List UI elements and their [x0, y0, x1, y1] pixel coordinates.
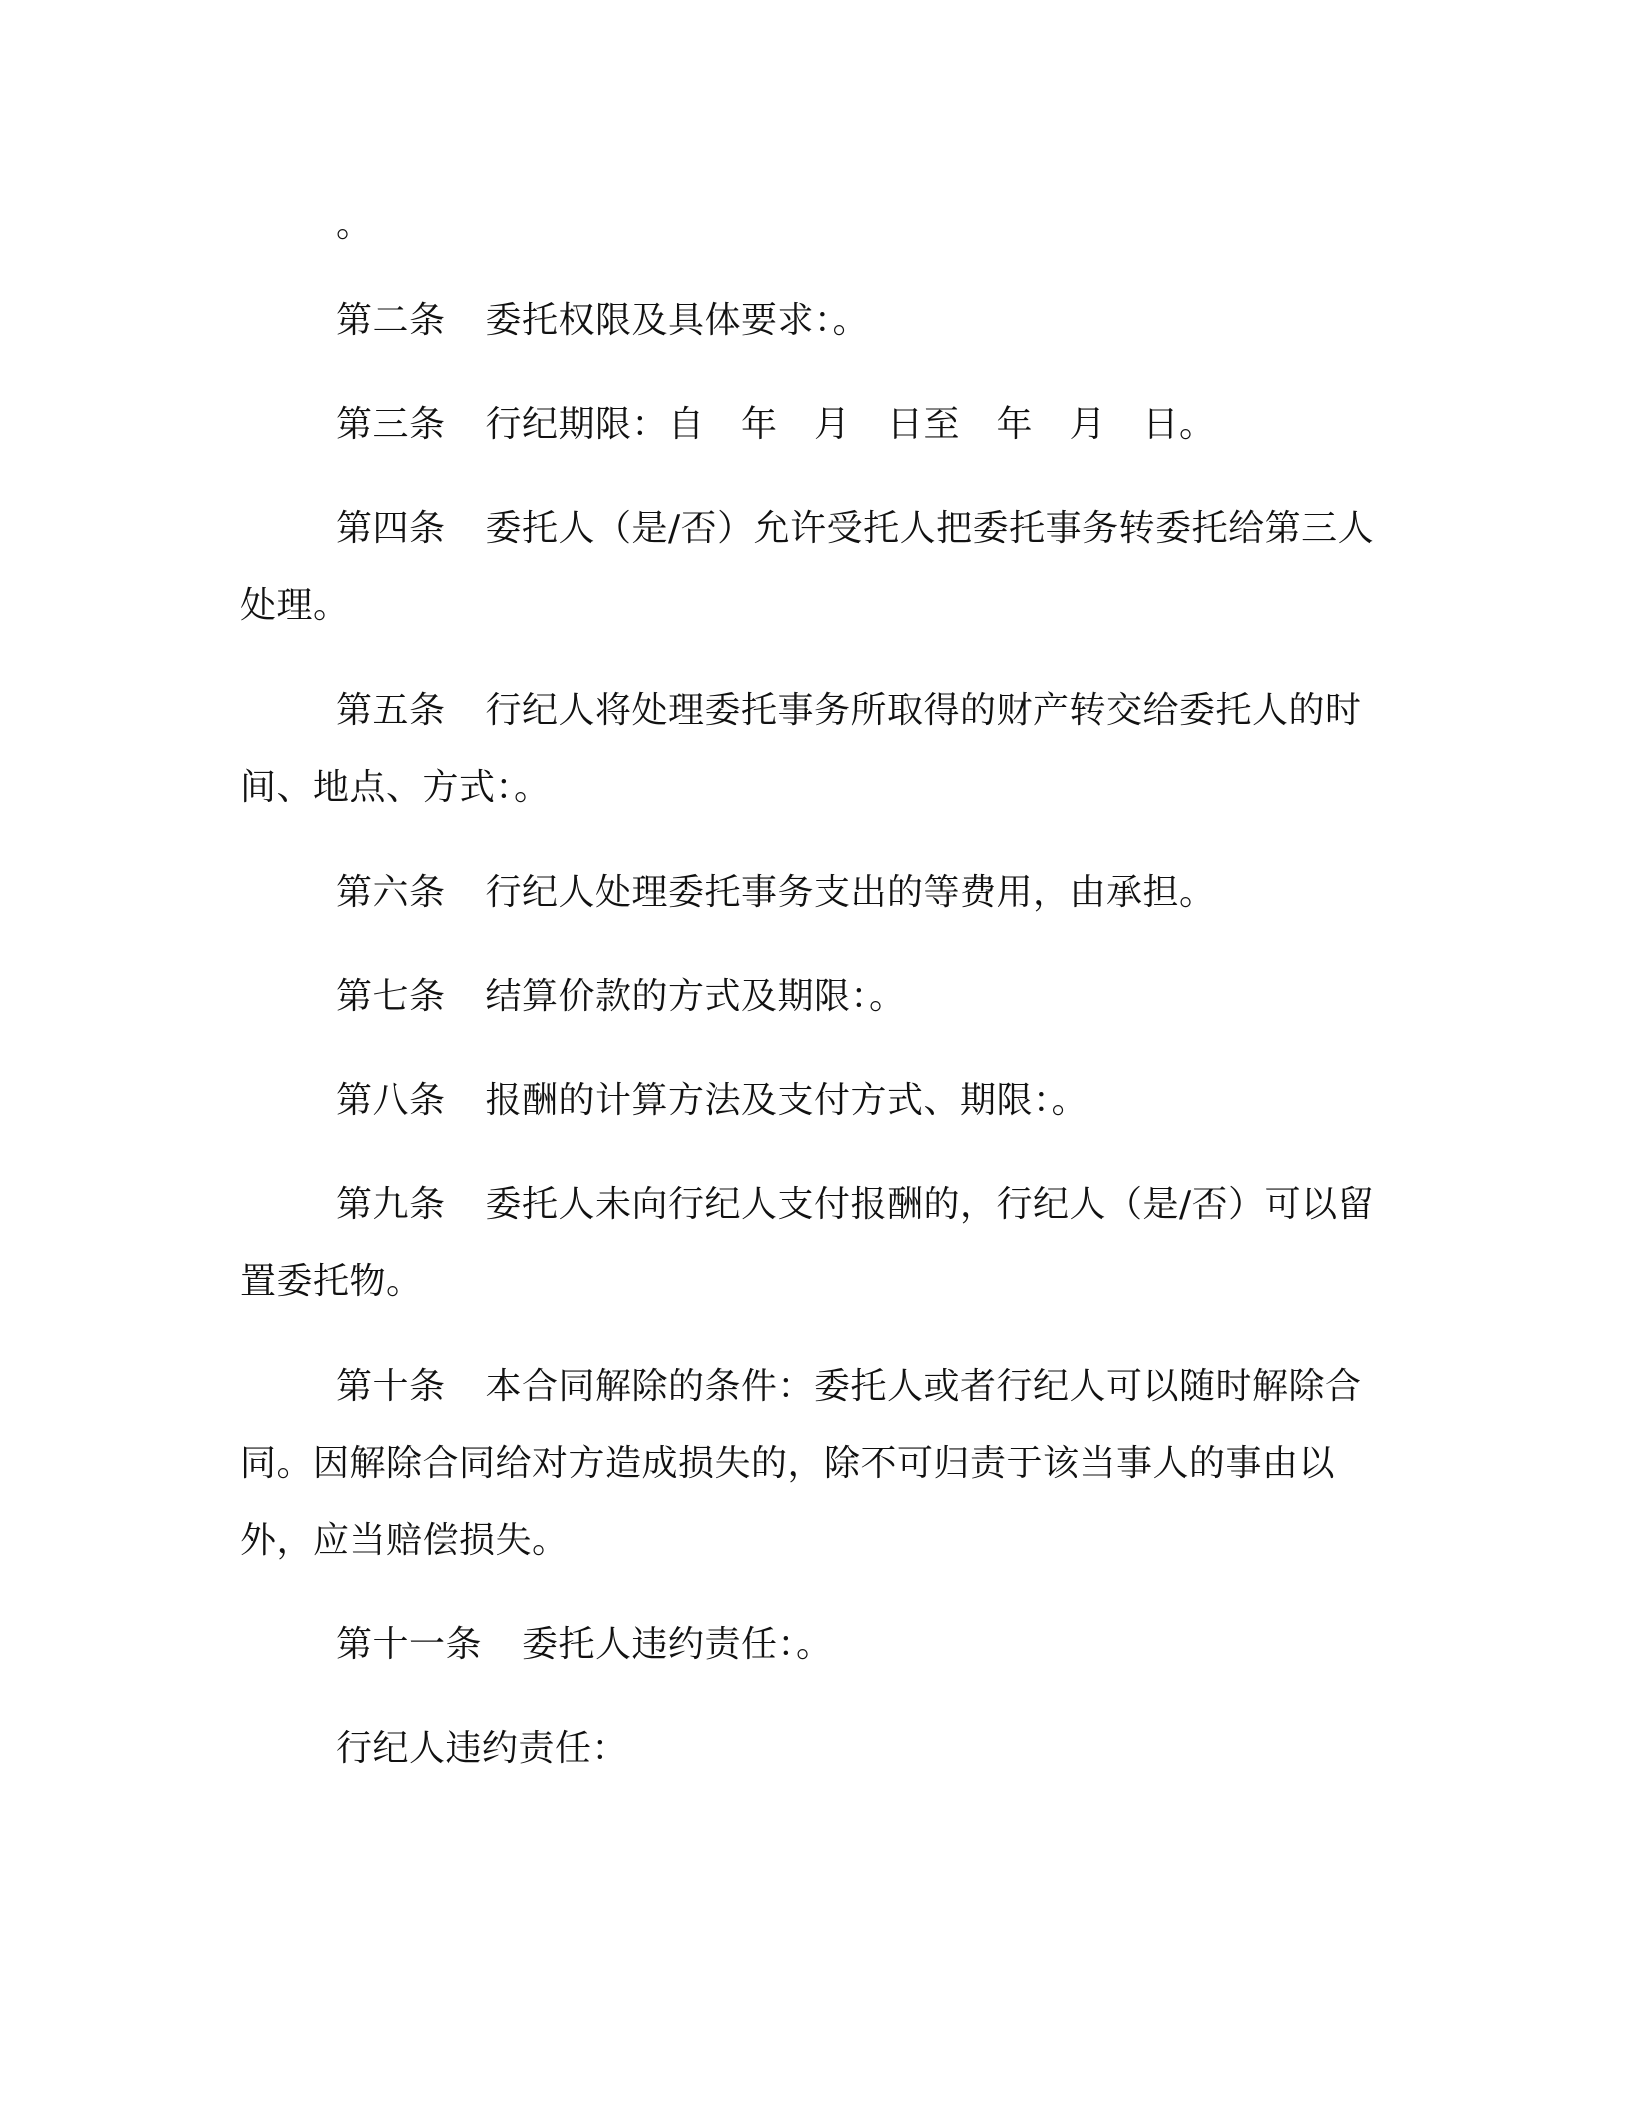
- article-text: 行纪人将处理委托事务所取得的财产转交给委托人的时间、地点、方式：。: [240, 690, 1362, 808]
- article-text: 委托人违约责任：。: [522, 1624, 833, 1665]
- article-7: [240, 958, 1375, 1035]
- paragraph-text: 行纪人违约责任：: [336, 1728, 629, 1769]
- article-heading: 第十一条: [336, 1624, 483, 1665]
- article-4: [240, 490, 1375, 644]
- article-text: 委托人未向行纪人支付报酬的，行纪人（是/否）可以留置委托物。: [240, 1184, 1375, 1302]
- article-text: 报酬的计算方法及支付方式、期限：。: [485, 1080, 1089, 1121]
- article-heading: 第九条: [336, 1184, 446, 1225]
- article-11: [240, 1606, 1375, 1683]
- article-heading: 第四条: [336, 508, 446, 549]
- article-6: [240, 854, 1375, 931]
- article-text: 本合同解除的条件：委托人或者行纪人可以随时解除合同。因解除合同给对方造成损失的，除不可归责于该当事人的事由以外，应当赔偿损失。: [240, 1366, 1362, 1561]
- article-2: [240, 282, 1375, 359]
- article-text: 行纪期限：自 年 月 日至 年 月 日。: [485, 404, 1216, 445]
- article-heading: 第八条: [336, 1080, 446, 1121]
- paragraph-text: 。: [336, 204, 373, 245]
- article-3: [240, 386, 1375, 463]
- article-text: 结算价款的方式及期限：。: [485, 976, 906, 1017]
- article-heading: 第七条: [336, 976, 446, 1017]
- paragraph-continuation: [240, 186, 1375, 263]
- article-8: [240, 1062, 1375, 1139]
- article-9: [240, 1166, 1375, 1320]
- article-text: 行纪人处理委托事务支出的等费用，由承担。: [485, 872, 1216, 913]
- article-heading: 第三条: [336, 404, 446, 445]
- article-heading: 第二条: [336, 300, 446, 341]
- article-text: 委托权限及具体要求：。: [485, 300, 870, 341]
- article-heading: 第五条: [336, 690, 446, 731]
- article-5: [240, 672, 1375, 826]
- article-text: 委托人（是/否）允许受托人把委托事务转委托给第三人处理。: [240, 508, 1375, 626]
- article-heading: 第六条: [336, 872, 446, 913]
- agent-liability: [240, 1710, 1375, 1787]
- article-10: [240, 1348, 1375, 1579]
- article-heading: 第十条: [336, 1366, 446, 1407]
